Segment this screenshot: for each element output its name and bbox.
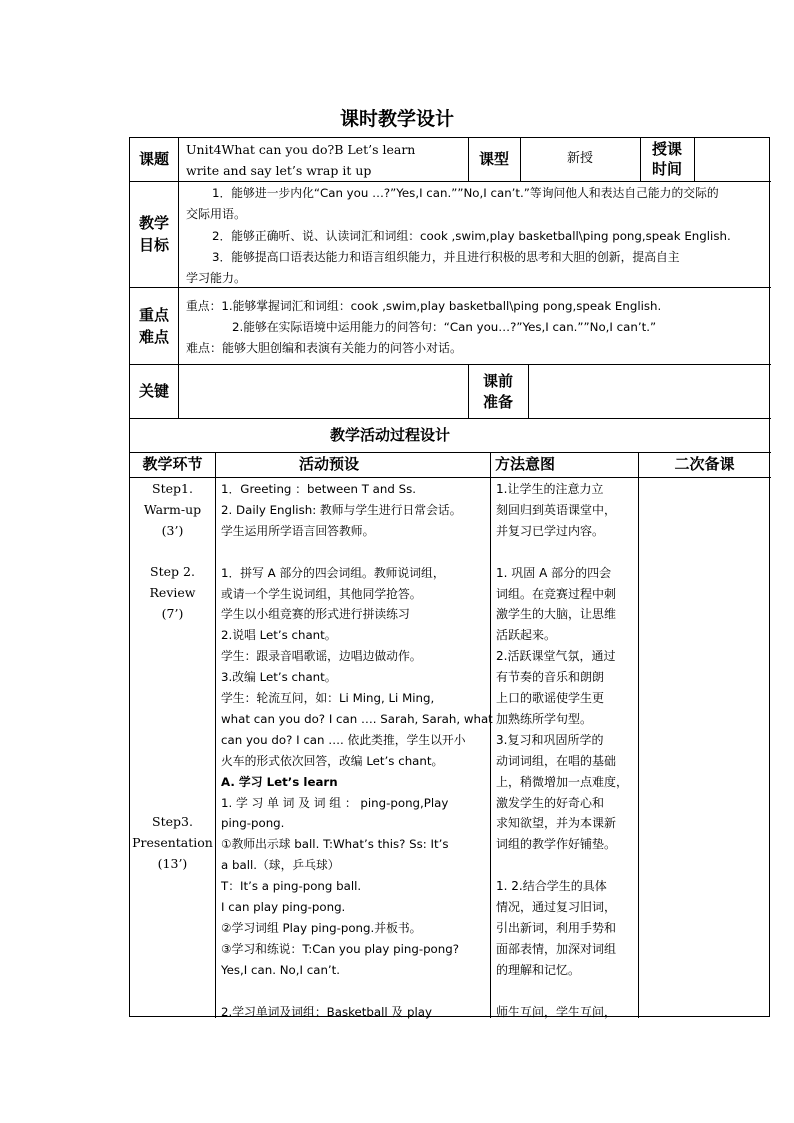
- col-header-stage: 教学环节: [142, 455, 203, 473]
- keypoints-label-1: 重点: [138, 306, 169, 324]
- step3-name: Presentation: [132, 835, 213, 850]
- activity-line: 3.改编 Let’s chant。: [221, 670, 337, 685]
- prep-label-1: 课前: [482, 372, 513, 390]
- step2-name: Review: [149, 585, 196, 600]
- activity-line: Yes,I can. No,I can’t.: [221, 962, 341, 977]
- activity-line: 学生运用所学语言回答教师。: [221, 523, 375, 538]
- step2-title: Step 2.: [150, 564, 195, 579]
- method-line: 词组。在竞赛过程中刺: [496, 586, 617, 601]
- method-line: 面部表情，加深对词组: [496, 941, 617, 956]
- goal-line-2: 2．能够正确听、说、认读词汇和词组：cook ,swim,play basketball\ping pong,speak English.: [212, 229, 731, 243]
- method-line: 求知欲望，并为本课新: [496, 816, 617, 831]
- key-label: 关键: [138, 382, 169, 400]
- goal-line-1b: 交际用语。: [186, 207, 247, 221]
- step2-time: (7’): [161, 606, 184, 621]
- activity-line: 1．Greeting ：between T and Ss.: [221, 482, 417, 496]
- type-value: 新授: [566, 151, 593, 166]
- activity-line: what can you do? I can …. Sarah, Sarah, what: [221, 711, 493, 726]
- activity-line: ping-pong.: [221, 816, 285, 831]
- method-line: 有节奏的音乐和朗朗: [496, 670, 605, 685]
- method-line: 上，稍微增加一点难度，: [496, 774, 629, 789]
- activity-line: 2.学习单词及词组：Basketball 及 play: [221, 1004, 432, 1019]
- step3-title: Step3.: [152, 814, 193, 829]
- col-header-activity: 活动预设: [298, 455, 359, 473]
- method-line: 激发学生的好奇心和: [496, 795, 605, 810]
- method-line: 的理解和记忆。: [496, 962, 581, 977]
- time-label-1: 授课: [651, 140, 682, 158]
- method-line: 1. 巩固 A 部分的四会: [496, 565, 612, 580]
- step3-time: (13’): [157, 856, 188, 871]
- method-line: 并复习已学过内容。: [496, 523, 605, 538]
- type-label: 课型: [478, 150, 509, 168]
- activity-line: 2. Daily English: 教师与学生进行日常会话。: [221, 502, 462, 517]
- activity-line: 学生：跟录音唱歌谣，边唱边做动作。: [221, 649, 422, 664]
- activity-line: a ball.（球，乒乓球）: [221, 858, 340, 873]
- activity-line: I can play ping-pong.: [221, 900, 346, 914]
- activity-line: T：It’s a ping-pong ball.: [221, 879, 362, 894]
- keypoint-line-3: 难点：能够大胆创编和表演有关能力的问答小对话。: [186, 341, 463, 355]
- method-line: 1.让学生的注意力立: [496, 482, 604, 496]
- activity-line: 学生：轮流互问，如：Li Ming, Li Ming,: [221, 691, 435, 705]
- keypoint-line-2: 2.能够在实际语境中运用能力的问答句：“Can you…?”Yes,I can.””No,I can’t.”: [232, 320, 657, 334]
- method-line: 情况，通过复习旧词，: [496, 900, 617, 914]
- method-line: 动词词组，在唱的基础: [496, 753, 617, 768]
- activity-line: 1．拼写 A 部分的四会词组。教师说词组，: [221, 565, 445, 580]
- goal-line-1: 1．能够进一步内化“Can you …?”Yes,I can.””No,I can’t.”等询问他人和表达自己能力的交际的: [212, 186, 719, 200]
- lesson-label: 课题: [138, 150, 169, 168]
- method-line: 活跃起来。: [496, 628, 557, 643]
- lesson-title-line2: write and say let’s wrap it up: [186, 163, 372, 178]
- keypoints-label-2: 难点: [138, 328, 169, 346]
- activity-line: ②学习词组 Play ping-pong.并板书。: [221, 920, 422, 935]
- goals-label-2: 目标: [138, 236, 169, 254]
- time-label-2: 时间: [651, 160, 682, 178]
- step1-name: Warm-up: [143, 502, 202, 517]
- activity-line: 1. 学 习 单 词 及 词 组 ： ping-pong,Play: [221, 795, 449, 810]
- goal-line-3b: 学习能力。: [186, 271, 247, 285]
- keypoint-line-1: 重点：1.能够掌握词汇和词组：cook ,swim,play basketball\ping pong,speak English.: [186, 299, 662, 313]
- method-line: 引出新词，利用手势和: [496, 920, 617, 935]
- method-line: 2.活跃课堂气氛，通过: [496, 649, 616, 664]
- method-line: 上口的歌谣使学生更: [496, 691, 605, 705]
- document-title: 课时教学设计: [339, 108, 454, 130]
- lesson-plan-table: [129, 137, 770, 1017]
- activity-line: 学生以小组竞赛的形式进行拼读练习: [221, 607, 410, 622]
- method-line: 师生互问，学生互问，: [496, 1004, 617, 1019]
- step1-time: (3’): [161, 523, 184, 538]
- activity-line: can you do? I can …. 依此类推，学生以开小: [221, 732, 466, 747]
- col-header-second: 二次备课: [674, 455, 735, 473]
- prep-label-2: 准备: [482, 393, 513, 411]
- activity-line: 或请一个学生说词组，其他同学抢答。: [221, 586, 422, 601]
- method-line: 加熟练所学句型。: [496, 711, 593, 726]
- col-header-method: 方法意图: [495, 455, 556, 473]
- goals-label-1: 教学: [138, 214, 169, 232]
- method-line: 刻回归到英语课堂中，: [496, 502, 617, 517]
- method-line: 1. 2.结合学生的具体: [496, 879, 607, 894]
- process-section-title: 教学活动过程设计: [329, 426, 450, 444]
- activity-line: 2.说唱 Let’s chant。: [221, 628, 337, 643]
- method-line: 词组的教学作好铺垫。: [496, 837, 617, 852]
- goal-line-3: 3．能够提高口语表达能力和语言组织能力，并且进行积极的思考和大胆的创新，提高自主: [212, 250, 680, 264]
- method-line: 3.复习和巩固所学的: [496, 732, 604, 747]
- activity-line: 火车的形式依次回答，改编 Let’s chant。: [221, 753, 444, 768]
- activity-line: ①教师出示球 ball. T:What’s this? Ss: It’s: [221, 837, 449, 852]
- activity-line: ③学习和练说：T:Can you play ping-pong?: [221, 941, 460, 956]
- step1-title: Step1.: [152, 481, 193, 496]
- method-line: 激学生的大脑，让思维: [496, 607, 617, 622]
- lesson-title-line1: Unit4What can you do?B Let’s learn: [186, 142, 416, 157]
- activity-line: A. 学习 Let’s learn: [221, 774, 338, 789]
